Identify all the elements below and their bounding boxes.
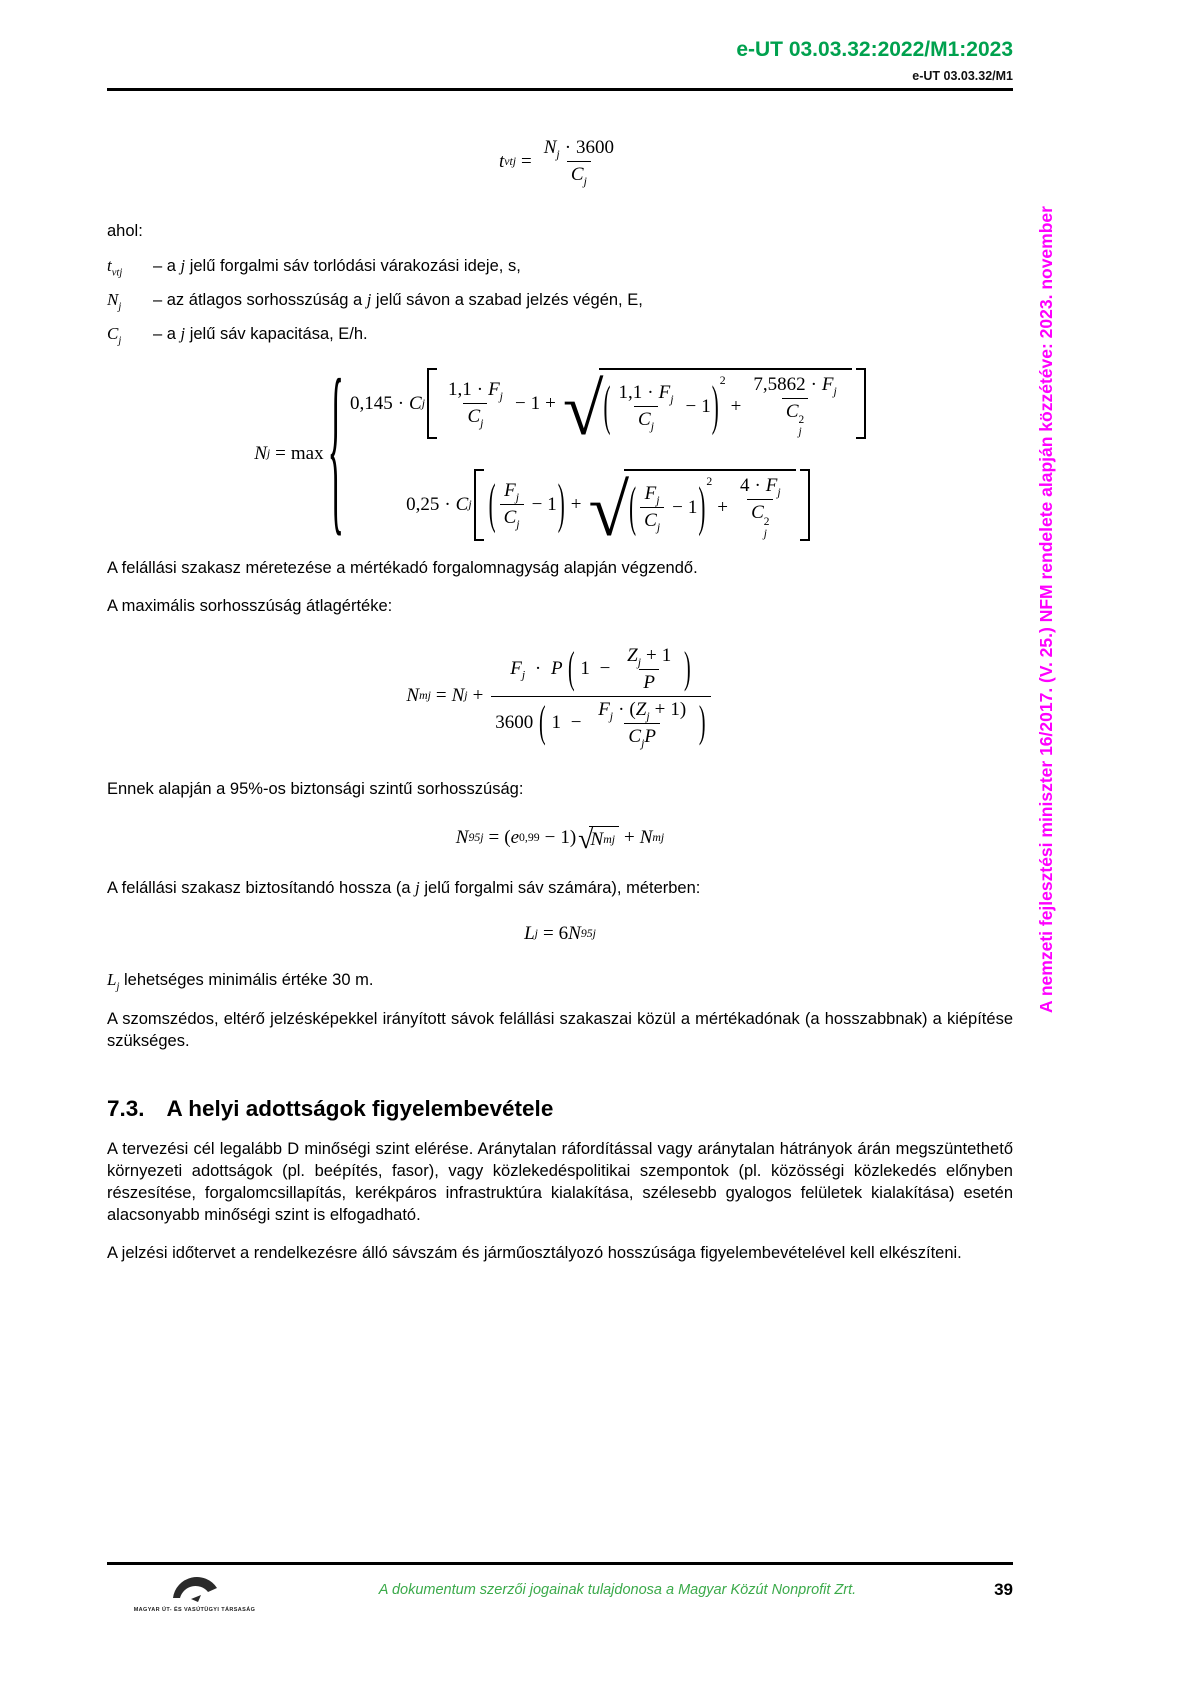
- formula-max-queue-average: N mj = N j + $F_j \cdot P$ ( 1 − $\frac{Z_j + 1}{P}$ ) 3600 ( 1 − $\frac{F_j \cdot (Z_j + 1)}{C_jP}$ ): [107, 645, 1013, 748]
- where-label: ahol:: [107, 222, 143, 240]
- max-branch-1: 0,145 · C j $\frac{1,1 \cdot F_j}{C_j}$ − 1 + √ ( $\frac{1,1 \cdot F_j}{C_j}$ − 1 ) 2 + $7,5862 \cdot F_j$ C 2 j: [350, 368, 866, 439]
- definition-text: – az átlagos sorhosszúság a j jelű sávon a szabad jelzés végén, E,: [153, 290, 643, 310]
- max-brace: {: [327, 347, 344, 556]
- page-number: 39: [994, 1580, 1013, 1599]
- paragraph-min-value: $L_j$ lehetséges minimális értéke 30 m.: [107, 969, 374, 993]
- fraction: $\frac{N_j \cdot 3600}{C_j}$: [543, 137, 615, 188]
- margin-note-vertical: A nemzeti fejlesztési miniszter 16/2017. (V. 25.) NFM rendelete alapján közzétéve: 2023. november: [1036, 206, 1056, 1013]
- equals-sign: =: [521, 150, 532, 172]
- exponent-2: 2: [719, 374, 726, 388]
- society-logo-caption: MAGYAR ÚT- ÉS VASÚTÜGYI TÁRSASÁG: [133, 1607, 256, 1613]
- var-t: t: [498, 150, 505, 172]
- paragraph-95-intro: Ennek alapján a 95%-os biztonsági szintű sorhosszúság:: [107, 779, 524, 798]
- definition-text: – a j jelű forgalmi sáv torlódási várakozási ideje, s,: [153, 256, 521, 276]
- page-footer: [107, 1562, 1013, 1613]
- right-square-bracket: [800, 469, 810, 540]
- paragraph-sizing: A felállási szakasz méretezése a mértékadó forgalomnagyság alapján végzendő.: [107, 558, 698, 577]
- paragraph-average-intro: A maximális sorhosszúság átlagértéke:: [107, 596, 393, 615]
- radical-sign: √: [578, 824, 594, 856]
- header-rule: [107, 88, 1013, 91]
- radical-sign: √: [562, 368, 604, 451]
- section-heading: [107, 1096, 1013, 1122]
- formula-waiting-time: t vtj = $\frac{N_j \cdot 3600}{C_j}$: [107, 137, 1013, 186]
- standard-number-short: e-UT 03.03.32/M1: [912, 69, 1013, 83]
- paragraph-adjacent-lanes: A szomszédos, eltérő jelzésképekkel irányított sávok felállási szakaszai közül a mértékadónak (a hosszabbnak) a kiépítése szükséges.: [107, 1009, 1013, 1050]
- formula-queue-length-max: N j = max { 0,145 · C j $\frac{1,1 \cdot F_j}{C_j}$ − 1 + √ ( $\frac{1,1 \cdot F_j}{C_j}$ − 1 ) 2 + $7,5862 \cdot F_j$ C 2 j 0,25 · C j ( $\frac{F_j}{C_j}$ − 1 ) + √ ( $\frac{F_j}{C_j}$ − 1 ) 2 + $4 \cdot F_j$ C 2 j: [107, 368, 1013, 540]
- paragraph-signal-plan: A jelzési időtervet a rendelkezésre álló sávszám és járműosztályozó hosszúsága figyelembevételével kell elkészíteni.: [107, 1244, 962, 1263]
- definition-cj: $C_j$ – a j jelű sáv kapacitása, E/h.: [107, 324, 368, 347]
- page-content: [107, 0, 1013, 1264]
- exponent-2: 2: [706, 475, 713, 489]
- right-square-bracket: [856, 368, 866, 439]
- square-root: √ ( $\frac{1,1 \cdot F_j}{C_j}$ − 1 ) 2 + $7,5862 \cdot F_j$ C 2 j: [563, 368, 852, 439]
- society-logo: [107, 1572, 282, 1613]
- definition-tvtj: $t_{vtj}$ – a j jelű forgalmi sáv torlódási várakozási ideje, s,: [107, 256, 521, 279]
- section-number: 7.3.: [107, 1095, 145, 1121]
- left-square-bracket: [474, 469, 484, 540]
- section-title: A helyi adottságok figyelembevétele: [166, 1095, 554, 1121]
- formula-length: L j = 6 N 95j: [524, 922, 596, 944]
- definition-text: – a j jelű sáv kapacitása, E/h.: [153, 324, 368, 344]
- paragraph-design-goal: A tervezési cél legalább D minőségi szint elérése. Aránytalan ráfordítással vagy aránytalan hátrányok árán megszüntethető környezeti adottságok (pl. beépítés, fasor), vagy közlekedéspolitikai szempontok (pl. közösségi közlekedés előnyben részesítése, forgalomcsillapítás, kerékpáros infrastruktúra kialakítása, szélesebb gyalogos felületek kialakítása) esetén alacsonyabb minőségi szint is elfogadható.: [107, 1139, 1013, 1225]
- standard-number-title: e-UT 03.03.32:2022/M1:2023: [736, 38, 1013, 61]
- square-root: √ N mj: [578, 826, 619, 851]
- copyright-note: A dokumentum szerzői jogainak tulajdonosa a Magyar Közút Nonprofit Zrt.: [378, 1582, 857, 1598]
- radical-sign: √: [588, 469, 630, 552]
- footer-rule: [107, 1562, 1013, 1565]
- definition-nj: $N_j$ – az átlagos sorhosszúság a j jelű sávon a szabad jelzés végén, E,: [107, 290, 643, 313]
- max-branch-2: 0,25 · C j ( $\frac{F_j}{C_j}$ − 1 ) + √ ( $\frac{F_j}{C_j}$ − 1 ) 2 + $4 \cdot F_j$ C 2 j: [406, 469, 810, 540]
- left-square-bracket: [427, 368, 437, 439]
- paragraph-length-intro: A felállási szakasz biztosítandó hossza (a j jelű forgalmi sáv számára), méterben:: [107, 877, 701, 897]
- formula-95-percent-queue: N 95j = ( e 0,99 − 1 ) √ N mj + N mj: [455, 824, 665, 856]
- road-arc-logo-icon: [163, 1572, 227, 1607]
- square-root: √ ( $\frac{F_j}{C_j}$ − 1 ) 2 + $4 \cdot F_j$ C 2 j: [589, 469, 796, 540]
